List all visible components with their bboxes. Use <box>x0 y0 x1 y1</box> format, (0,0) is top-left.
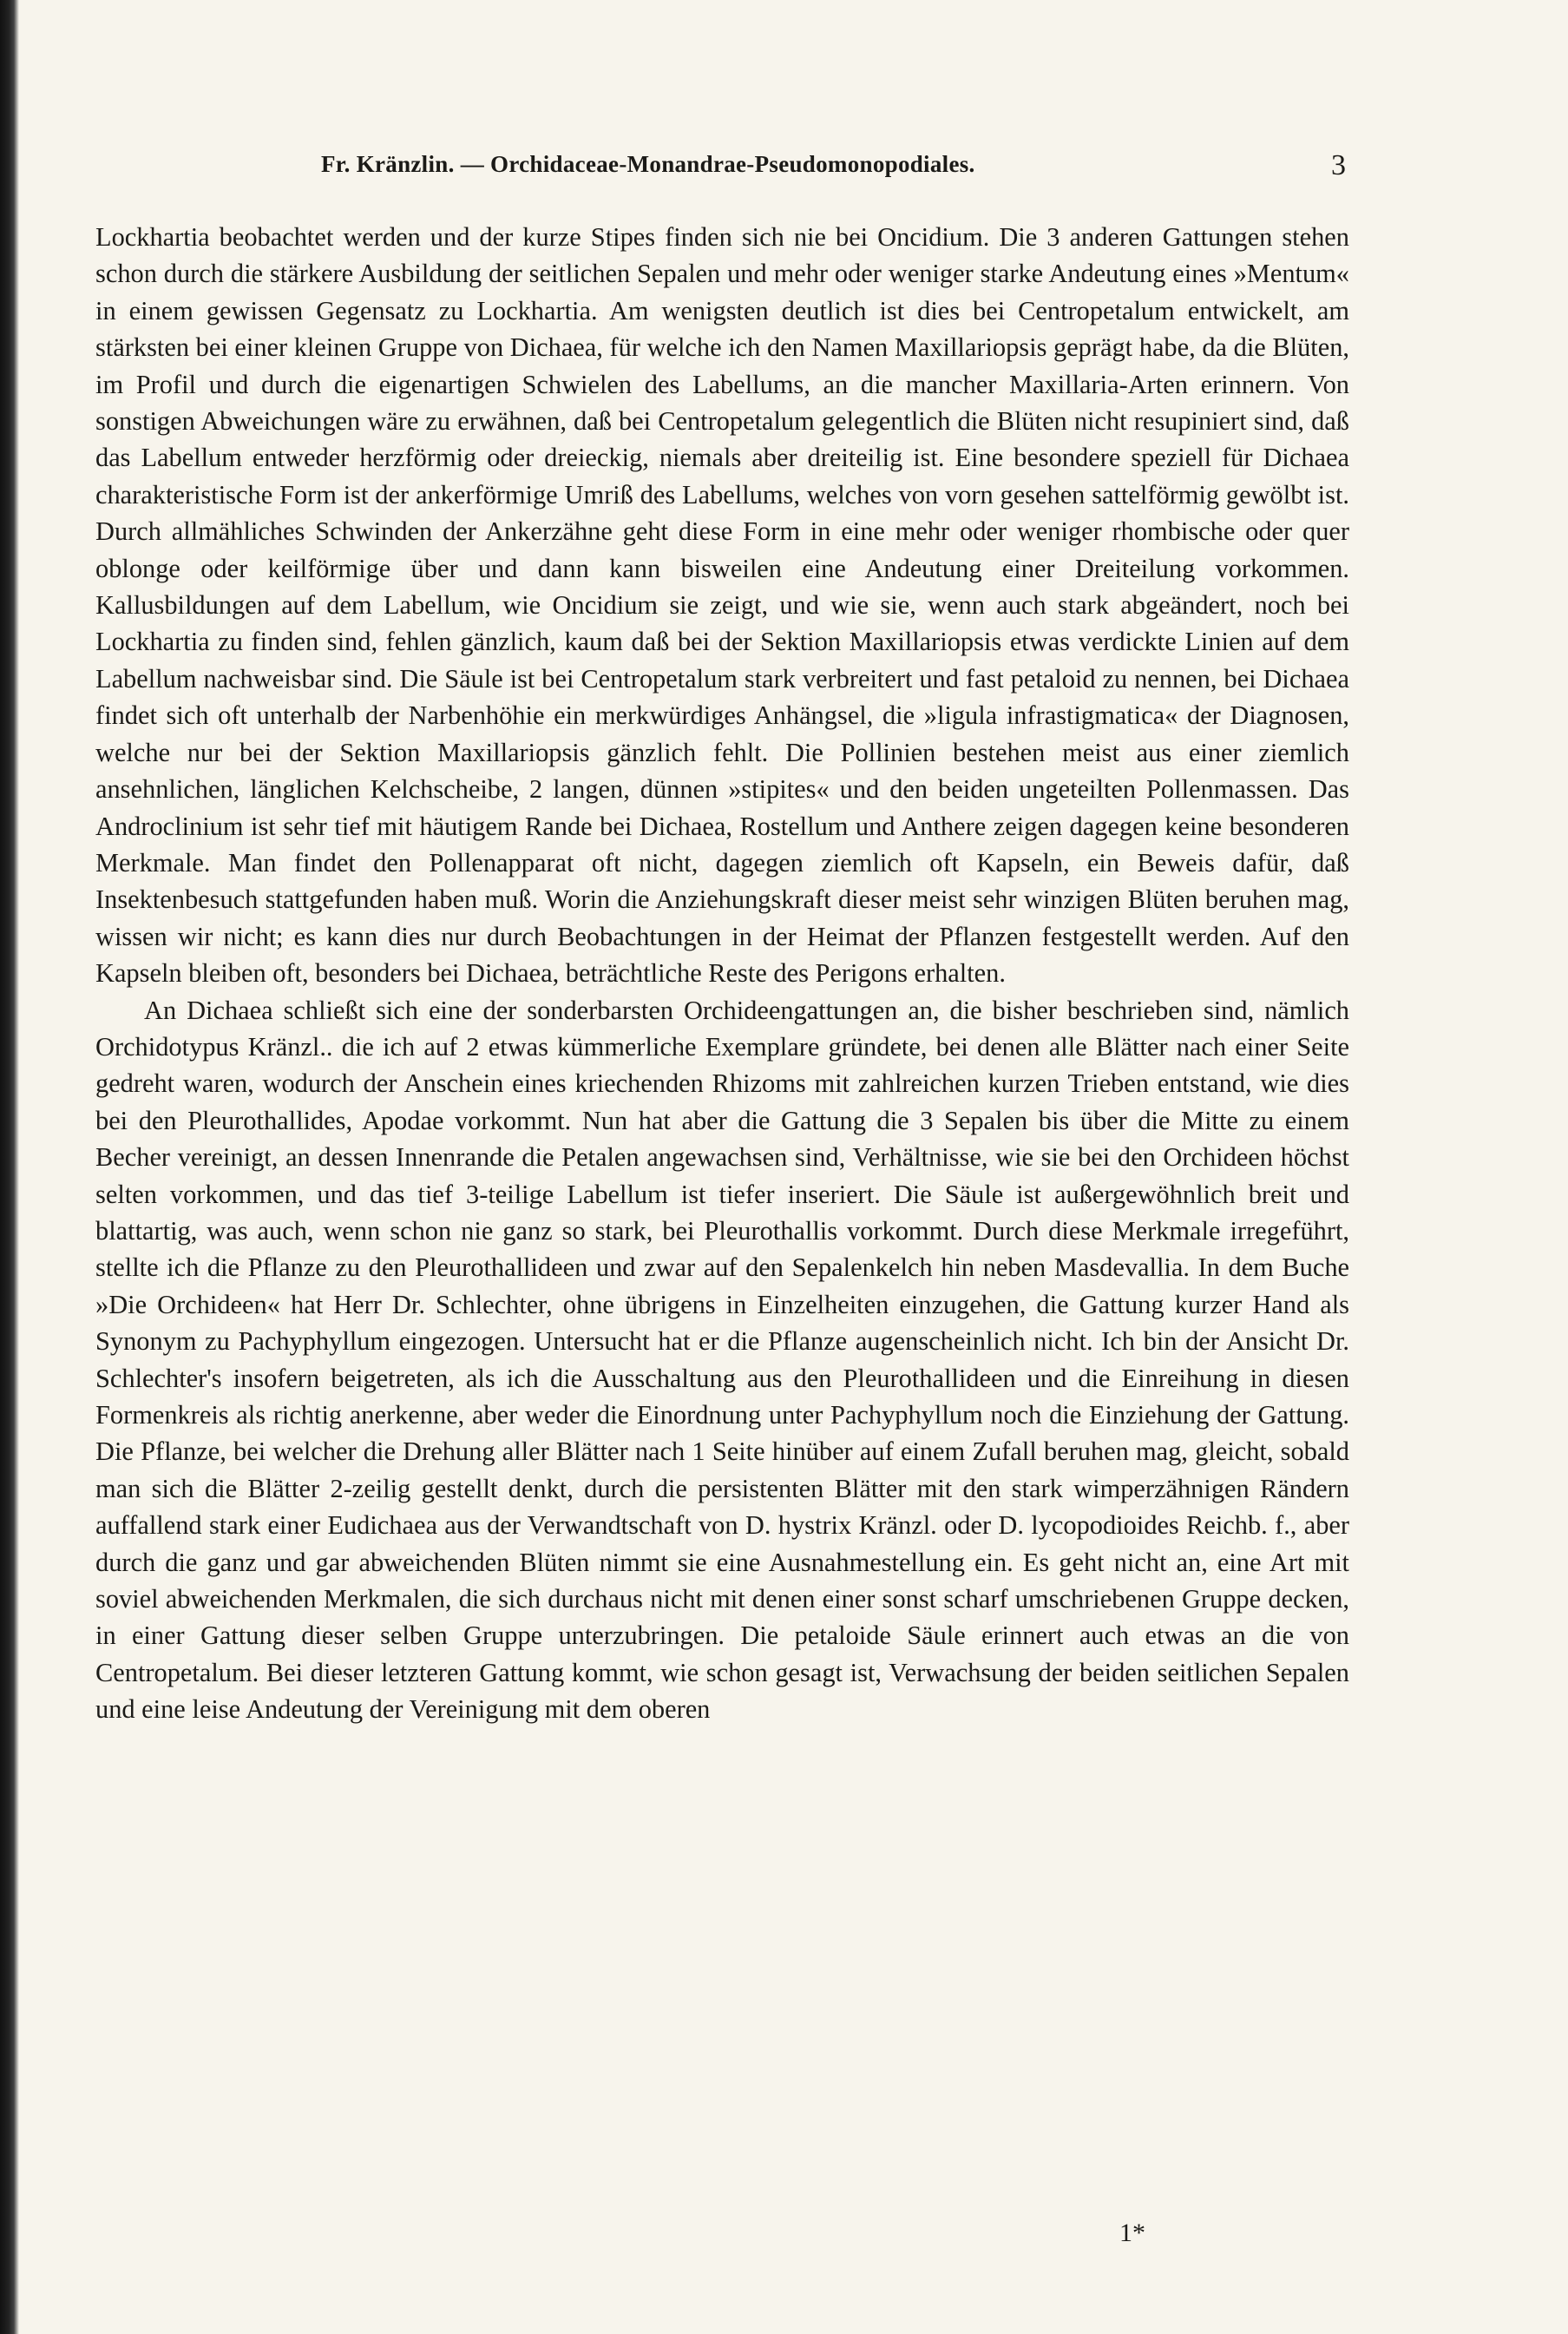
page-number: 3 <box>1331 149 1346 181</box>
document-page <box>95 139 1349 1728</box>
signature-mark: 1* <box>1119 2219 1145 2247</box>
body-text <box>95 219 1349 1728</box>
running-title: Fr. Kränzlin. — Orchidaceae-Monandrae-Pseudomonopodiales. <box>321 151 975 177</box>
paragraph-1: Lockhartia beobachtet werden und der kurze Stipes finden sich nie bei Oncidium. Die 3 anderen Gattungen stehen schon durch die stärkere Ausbildung der seitlichen Sepalen und mehr oder weniger starke Andeutung eines »Mentum« in einem gewissen Gegensatz zu Lockhartia. Am wenigsten deutlich ist dies bei Centropetalum entwickelt, am stärksten bei einer kleinen Gruppe von Dichaea, für welche ich den Namen Maxillariopsis geprägt habe, da die Blüten, im Profil und durch die eigenartigen Schwielen des Labellums, an die mancher Maxillaria-Arten erinnern. Von sonstigen Abweichungen wäre zu erwähnen, daß bei Centropetalum gelegentlich die Blüten nicht resupiniert sind, daß das Labellum entweder herzförmig oder dreieckig, niemals aber dreiteilig ist. Eine besondere speziell für Dichaea charakteristische Form ist der ankerförmige Umriß des Labellums, welches von vorn gesehen sattelförmig gewölbt ist. Durch allmähliches Schwinden der Ankerzähne geht diese Form in eine mehr oder weniger rhombische oder quer oblonge oder keilförmige über und dann kann bisweilen eine Andeutung einer Dreiteilung vorkommen. Kallusbildungen auf dem Labellum, wie Oncidium sie zeigt, und wie sie, wenn auch stark abgeändert, noch bei Lockhartia zu finden sind, fehlen gänzlich, kaum daß bei der Sektion Maxillariopsis etwas verdickte Linien auf dem Labellum nachweisbar sind. Die Säule ist bei Centropetalum stark verbreitert und fast petaloid zu nennen, bei Dichaea findet sich oft unterhalb der Narbenhöhie ein merkwürdiges Anhängsel, die »ligula infrastigmatica« der Diagnosen, welche nur bei der Sektion Maxillariopsis gänzlich fehlt. Die Pollinien bestehen meist aus einer ziemlich ansehnlichen, länglichen Kelchscheibe, 2 langen, dünnen »stipites« und den beiden ungeteilten Pollenmassen. Das Androclinium ist sehr tief mit häutigem Rande bei Dichaea, Rostellum und Anthere zeigen dagegen keine besonderen Merkmale. Man findet den Pollenapparat oft nicht, dagegen ziemlich oft Kapseln, ein Beweis dafür, daß Insektenbesuch stattgefunden haben muß. Worin die Anziehungskraft dieser meist sehr winzigen Blüten beruhen mag, wissen wir nicht; es kann dies nur durch Beobachtungen in der Heimat der Pflanzen festgestellt werden. Auf den Kapseln bleiben oft, besonders bei Dichaea, beträchtliche Reste des Perigons erhalten. <box>95 222 1349 989</box>
paragraph-2: An Dichaea schließt sich eine der sonderbarsten Orchideengattungen an, die bisher beschrieben sind, nämlich Orchidotypus Kränzl.. die ich auf 2 etwas kümmerliche Exemplare gründete, bei denen alle Blätter nach einer Seite gedreht waren, wodurch der Anschein eines kriechenden Rhizoms mit zahlreichen kurzen Trieben entstand, wie dies bei den Pleurothallides, Apodae vorkommt. Nun hat aber die Gattung die 3 Sepalen bis über die Mitte zu einem Becher vereinigt, an dessen Innenrande die Petalen angewachsen sind, Verhältnisse, wie sie bei den Orchideen höchst selten vorkommen, und das tief 3-teilige Labellum ist tiefer inseriert. Die Säule ist außergewöhnlich breit und blattartig, was auch, wenn schon nie ganz so stark, bei Pleurothallis vorkommt. Durch diese Merkmale irregeführt, stellte ich die Pflanze zu den Pleurothallideen und zwar auf den Sepalenkelch hin neben Masdevallia. In dem Buche »Die Orchideen« hat Herr Dr. Schlechter, ohne übrigens in Einzelheiten einzugehen, die Gattung kurzer Hand als Synonym zu Pachyphyllum eingezogen. Untersucht hat er die Pflanze augenscheinlich nicht. Ich bin der Ansicht Dr. Schlechter's insofern beigetreten, als ich die Ausschaltung aus den Pleurothallideen und die Einreihung in diesen Formenkreis als richtig anerkenne, aber weder die Einordnung unter Pachyphyllum noch die Einziehung der Gattung. Die Pflanze, bei welcher die Drehung aller Blätter nach 1 Seite hinüber auf einem Zufall beruhen mag, gleicht, sobald man sich die Blätter 2-zeilig gestellt denkt, durch die persistenten Blätter mit den stark wimperzähnigen Rändern auffallend stark einer Eudichaea aus der Verwandtschaft von D. hystrix Kränzl. oder D. lycopodioides Reichb. f., aber durch die ganz und gar abweichenden Blüten nimmt sie eine Ausnahmestellung ein. Es geht nicht an, eine Art mit soviel abweichenden Merkmalen, die sich durchaus nicht mit denen einer sonst scharf umschriebenen Gruppe decken, in einer Gattung dieser selben Gruppe unterzubringen. Die petaloide Säule erinnert auch etwas an die von Centropetalum. Bei dieser letzteren Gattung kommt, wie schon gesagt ist, Verwachsung der beiden seitlichen Sepalen und eine leise Andeutung der Vereinigung mit dem oberen <box>95 995 1349 1725</box>
page-header <box>95 139 1349 200</box>
book-binding-edge <box>0 0 19 2334</box>
